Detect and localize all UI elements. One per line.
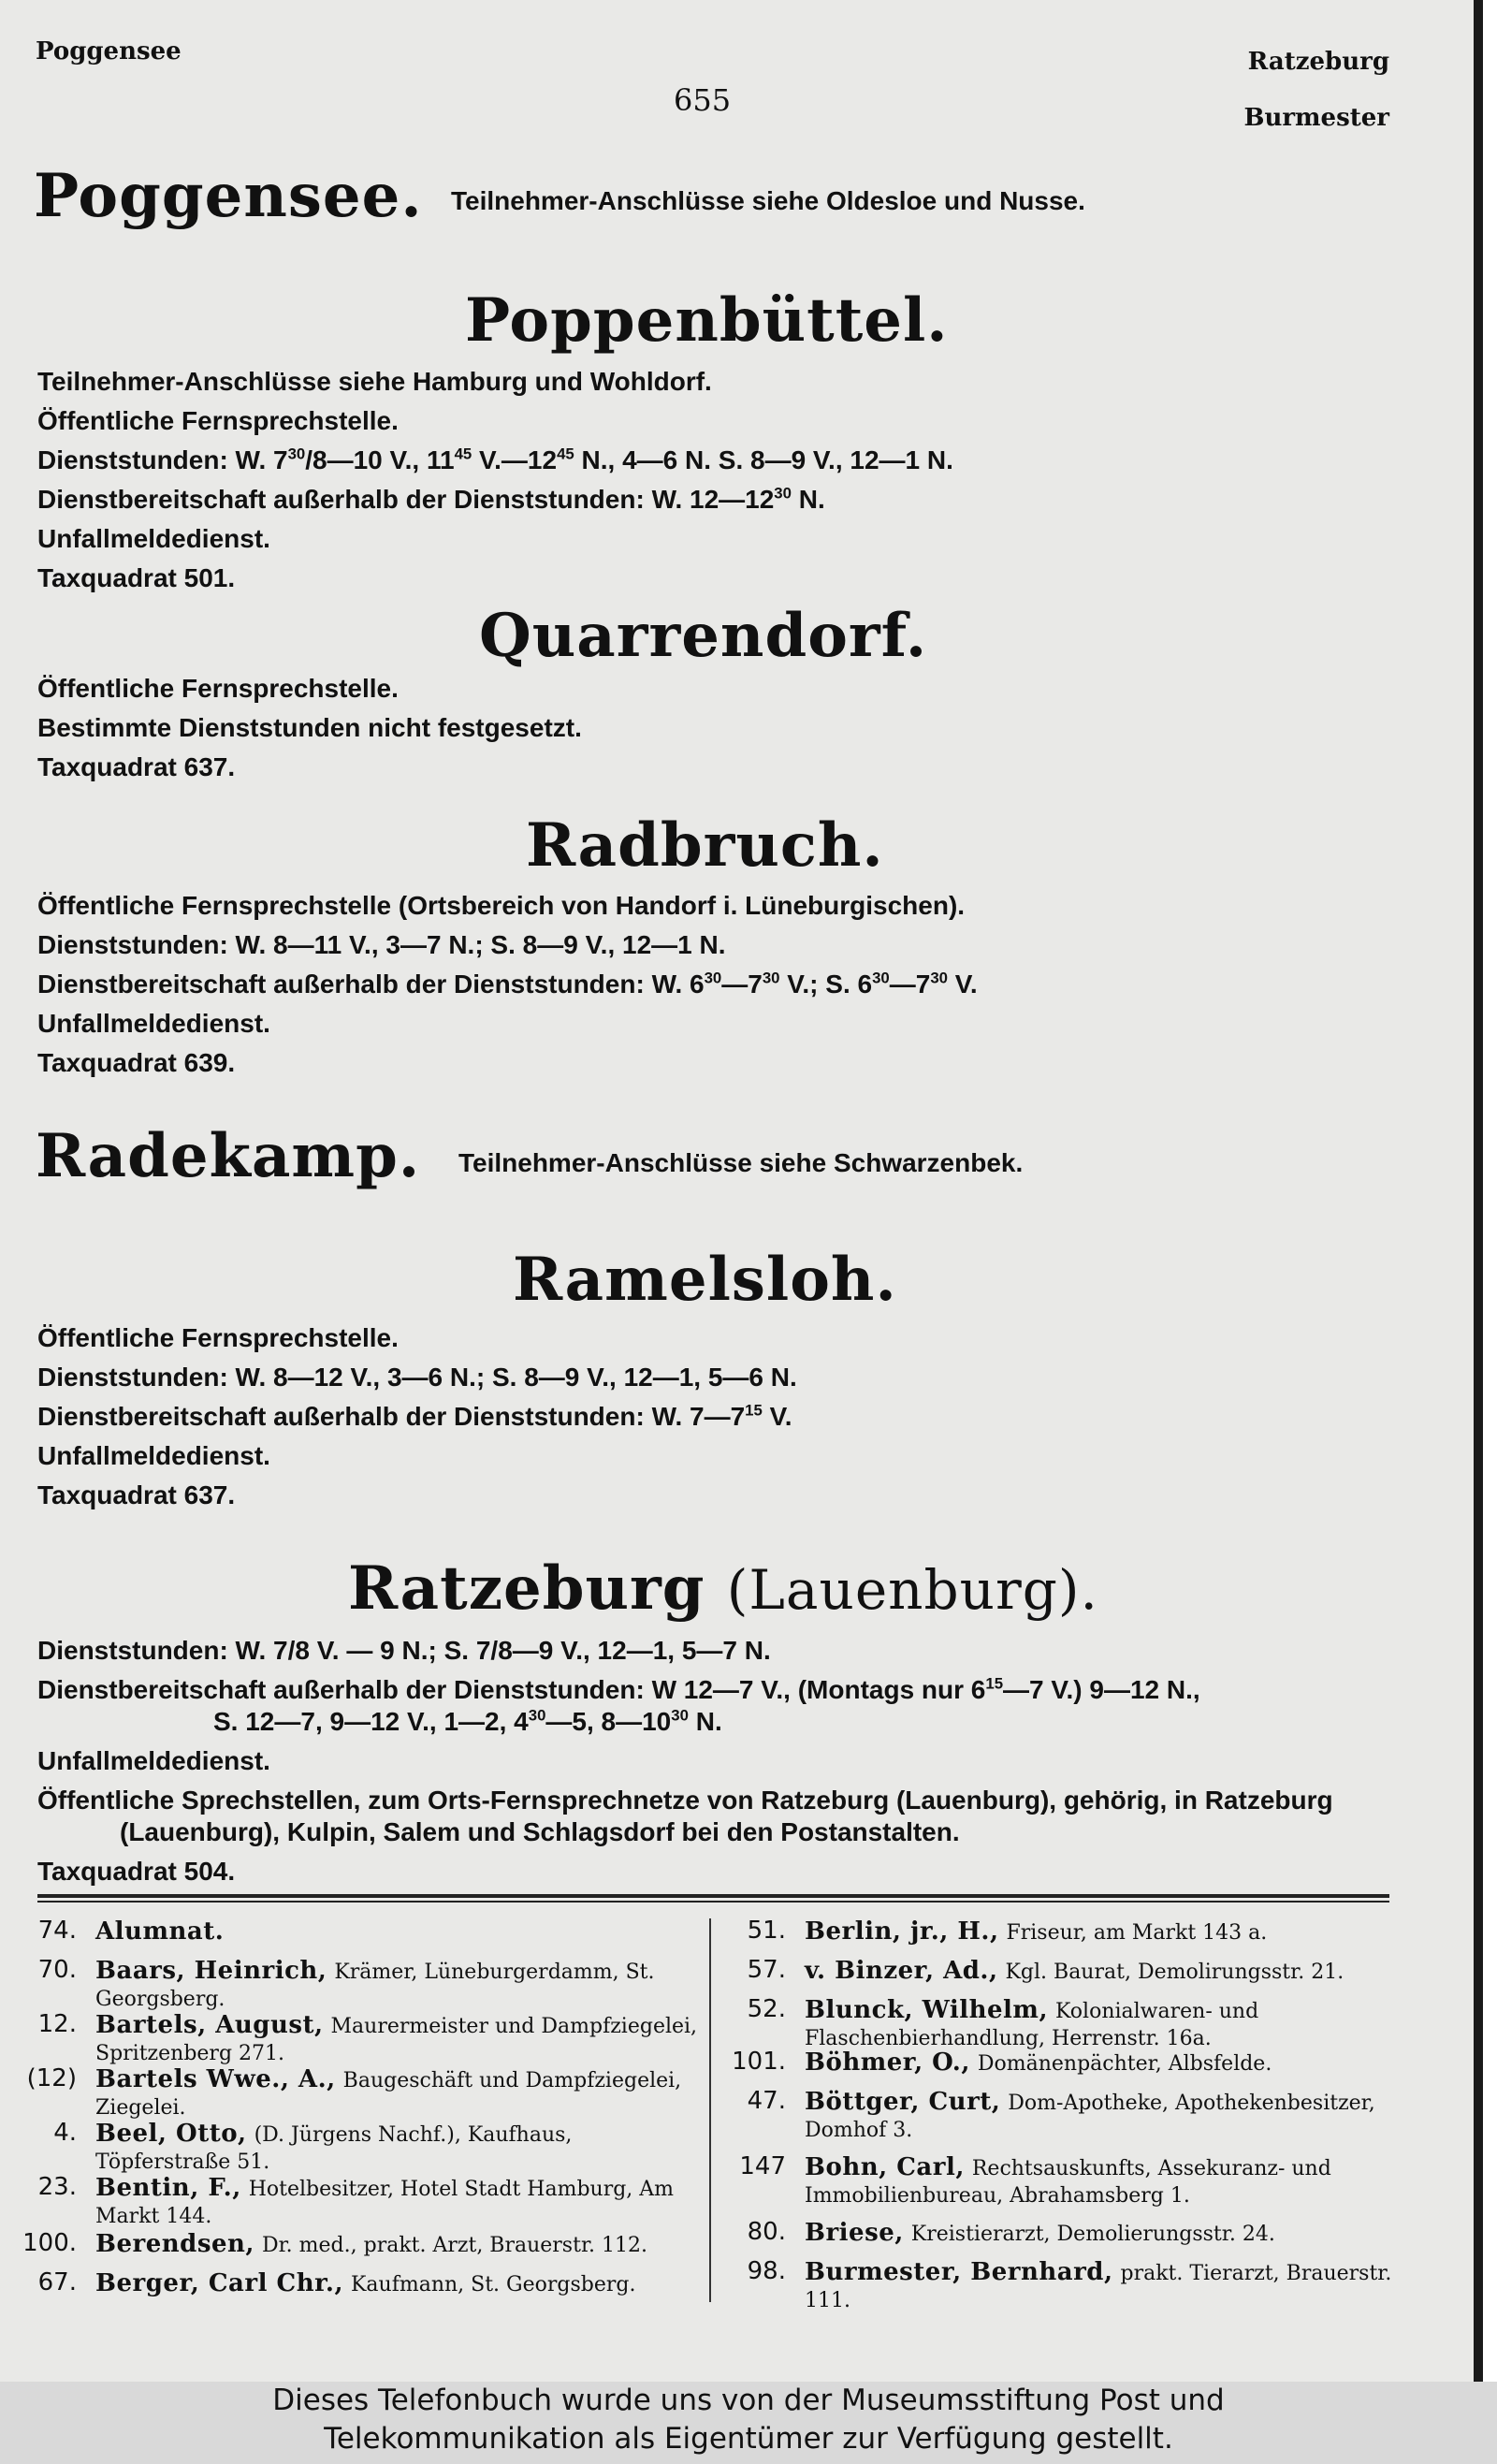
- entry-name: Alumnat.: [95, 1917, 225, 1946]
- ramelsloh-line-4: Unfallmeldedienst.: [37, 1441, 270, 1470]
- entry-name: Bentin, F.,: [95, 2174, 241, 2202]
- entry-number: 70.: [37, 1956, 77, 1984]
- entry-number: 147: [739, 2152, 786, 2180]
- ratzeburg-title-suffix: (Lauenburg).: [726, 1558, 1098, 1622]
- section-title-poppenbuettel: Poppenbüttel.: [465, 285, 949, 356]
- ratzeburg-standby: Dienstbereitschaft außerhalb der Dienststunden: W 12—7 V., (Montags nur $6^{15}—7$ V.) 9—12 N.,: [37, 1674, 1200, 1704]
- entry-name: Berger, Carl Chr.,: [95, 2269, 344, 2297]
- ratzeburg-public-stations: Öffentliche Sprechstellen, zum Orts-Fernsprechnetze von Ratzeburg (Lauenburg), gehörig, in Ratzeburg: [37, 1786, 1333, 1815]
- entry-name: Böhmer, O.,: [805, 2048, 970, 2077]
- quarrendorf-line-2: Bestimmte Dienststunden nicht festgesetzt.: [37, 713, 582, 742]
- entry-description: Kreistierarzt, Demolierungsstr. 24.: [910, 2223, 1275, 2246]
- provenance-footer: [0, 2382, 1497, 2464]
- ratzeburg-line-4: Unfallmeldedienst.: [37, 1746, 270, 1775]
- entry-description: Kaufmann, St. Georgsberg.: [350, 2273, 636, 2296]
- entry-name: Bartels, August,: [95, 2011, 324, 2039]
- section-title-radbruch: Radbruch.: [526, 810, 884, 881]
- entry-number: 100.: [22, 2229, 77, 2257]
- entry-number: 23.: [37, 2173, 77, 2201]
- entry-description: Hotelbesitzer, Hotel Stadt Hamburg, Am Markt 144.: [95, 2178, 675, 2228]
- entry-number: 98.: [747, 2257, 786, 2285]
- ramelsloh-taxquadrat: Taxquadrat 637.: [37, 1480, 236, 1509]
- ratzeburg-title-main: Ratzeburg: [348, 1553, 705, 1624]
- footer-line-1: Dieses Telefonbuch wurde uns von der Museumsstiftung Post und: [272, 2384, 1225, 2417]
- entry-number: 52.: [747, 1995, 786, 2023]
- ratzeburg-public-stations-cont: (Lauenburg), Kulpin, Salem und Schlagsdorf bei den Postanstalten.: [120, 1817, 960, 1846]
- entry-number: 12.: [37, 2010, 77, 2038]
- quarrendorf-line-1: Öffentliche Fernsprechstelle.: [37, 674, 399, 703]
- radbruch-line-1: Öffentliche Fernsprechstelle (Ortsbereich von Handorf i. Lüneburgischen).: [37, 891, 966, 920]
- entry-name: Berlin, jr., H.,: [805, 1917, 999, 1946]
- entry-description: Kolonialwaren- und Flaschenbierhandlung, Herrenstr. 16a.: [805, 2000, 1259, 2050]
- running-header-right-bottom: Burmester: [1243, 104, 1389, 132]
- entry-number: 74.: [37, 1917, 77, 1945]
- ramelsloh-service-hours: Dienststunden: W. 8—12 V., 3—6 N.; S. 8—9 V., 12—1, 5—6 N.: [37, 1363, 797, 1392]
- poppenbuettel-line-5: Unfallmeldedienst.: [37, 524, 270, 553]
- radbruch-taxquadrat: Taxquadrat 639.: [37, 1048, 236, 1077]
- entry-number: 4.: [53, 2119, 77, 2147]
- section-title-ramelsloh: Ramelsloh.: [513, 1245, 897, 1315]
- section-title-ratzeburg: [348, 1553, 1098, 1624]
- entry-description: Maurermeister und Dampfziegelei, Spritzenberg 271.: [95, 2015, 698, 2065]
- entry-description: Domänenpächter, Albsfelde.: [977, 2052, 1272, 2076]
- section-title-poggensee: Poggensee.: [34, 161, 423, 231]
- poppenbuettel-service-hours: Dienststunden: W. $7^{30}/8—10$ V., $11^{45}$ $V.—12^{45}$ N., 4—6 N. S. 8—9 V., 12—1 N.: [37, 445, 953, 474]
- quarrendorf-taxquadrat: Taxquadrat 637.: [37, 752, 236, 781]
- section-title-quarrendorf: Quarrendorf.: [479, 601, 928, 671]
- poppenbuettel-line-1: Teilnehmer-Anschlüsse siehe Hamburg und Wohldorf.: [37, 367, 712, 396]
- entry-description: Baugeschäft und Dampfziegelei, Ziegelei.: [95, 2069, 682, 2120]
- entry-name: v. Binzer, Ad.,: [805, 1957, 998, 1985]
- entry-name: Bohn, Carl,: [805, 2153, 965, 2181]
- listing-separator-rule: [37, 1894, 1389, 1903]
- entry-number: 101.: [732, 2048, 786, 2076]
- entry-name: Baars, Heinrich,: [95, 1957, 327, 1985]
- entry-description: Dr. med., prakt. Arzt, Brauerstr. 112.: [261, 2234, 648, 2257]
- entry-number: 80.: [747, 2218, 786, 2246]
- entry-number: 67.: [37, 2268, 77, 2296]
- entry-name: Bartels Wwe., A.,: [95, 2065, 336, 2093]
- column-divider: [709, 1918, 711, 2302]
- entry-description: Friseur, am Markt 143 a.: [1006, 1921, 1268, 1945]
- radbruch-line-4: Unfallmeldedienst.: [37, 1009, 270, 1038]
- entry-name: Böttger, Curt,: [805, 2088, 1001, 2116]
- ratzeburg-taxquadrat: Taxquadrat 504.: [37, 1857, 236, 1886]
- section-title-radekamp: Radekamp.: [36, 1121, 421, 1191]
- poppenbuettel-taxquadrat: Taxquadrat 501.: [37, 563, 236, 592]
- running-header-right-top: Ratzeburg: [1247, 48, 1389, 76]
- footer-line-2: Telekommunikation als Eigentümer zur Verfügung gestellt.: [324, 2422, 1173, 2456]
- radbruch-service-hours: Dienststunden: W. 8—11 V., 3—7 N.; S. 8—9 V., 12—1 N.: [37, 930, 726, 959]
- page-number: 655: [674, 82, 732, 118]
- running-header-right: [1243, 34, 1389, 146]
- entry-description: Dom-Apotheke, Apothekenbesitzer, Domhof 3.: [805, 2092, 1375, 2142]
- entry-name: Briese,: [805, 2219, 904, 2247]
- entry-description: Kgl. Baurat, Demolirungsstr. 21.: [1005, 1961, 1344, 1984]
- entry-name: Berendsen,: [95, 2230, 254, 2258]
- entry-description: Rechtsauskunfts, Assekuranz- und Immobilienbureau, Abrahamsberg 1.: [805, 2157, 1331, 2208]
- entry-number: (12): [26, 2064, 77, 2092]
- entry-description: (D. Jürgens Nachf.), Kaufhaus, Töpferstraße 51.: [95, 2123, 573, 2174]
- poppenbuettel-line-2: Öffentliche Fernsprechstelle.: [37, 406, 399, 435]
- entry-name: Burmester, Bernhard,: [805, 2258, 1113, 2286]
- poppenbuettel-standby: Dienstbereitschaft außerhalb der Dienststunden: W. $12—12^{30}$ N.: [37, 484, 825, 514]
- running-header-left: Poggensee: [36, 37, 182, 66]
- ramelsloh-line-1: Öffentliche Fernsprechstelle.: [37, 1323, 399, 1352]
- entry-name: Blunck, Wilhelm,: [805, 1996, 1048, 2024]
- ratzeburg-standby-cont: S. 12—7, 9—12 V., 1—2, $4^{30}—5$, $8—10^{30}$ N.: [213, 1706, 722, 1736]
- entry-number: 51.: [747, 1917, 786, 1945]
- ramelsloh-standby: Dienstbereitschaft außerhalb der Dienststunden: W. $7—7^{15}$ V.: [37, 1401, 792, 1431]
- entry-name: Beel, Otto,: [95, 2120, 247, 2148]
- ratzeburg-service-hours: Dienststunden: W. 7/8 V. — 9 N.; S. 7/8—9 V., 12—1, 5—7 N.: [37, 1636, 771, 1665]
- entry-description: Krämer, Lüneburgerdamm, St. Georgsberg.: [95, 1961, 655, 2011]
- entry-number: 47.: [747, 2087, 786, 2115]
- poggensee-reference: Teilnehmer-Anschlüsse siehe Oldesloe und Nusse.: [451, 186, 1085, 215]
- radbruch-standby: Dienstbereitschaft außerhalb der Dienststunden: W. $6^{30}—7^{30}$ V.; S. $6^{30}—7^{30}$ V.: [37, 969, 978, 999]
- radekamp-reference: Teilnehmer-Anschlüsse siehe Schwarzenbek.: [458, 1148, 1024, 1177]
- entry-number: 57.: [747, 1956, 786, 1984]
- entry-description: prakt. Tierarzt, Brauerstr. 111.: [805, 2262, 1392, 2312]
